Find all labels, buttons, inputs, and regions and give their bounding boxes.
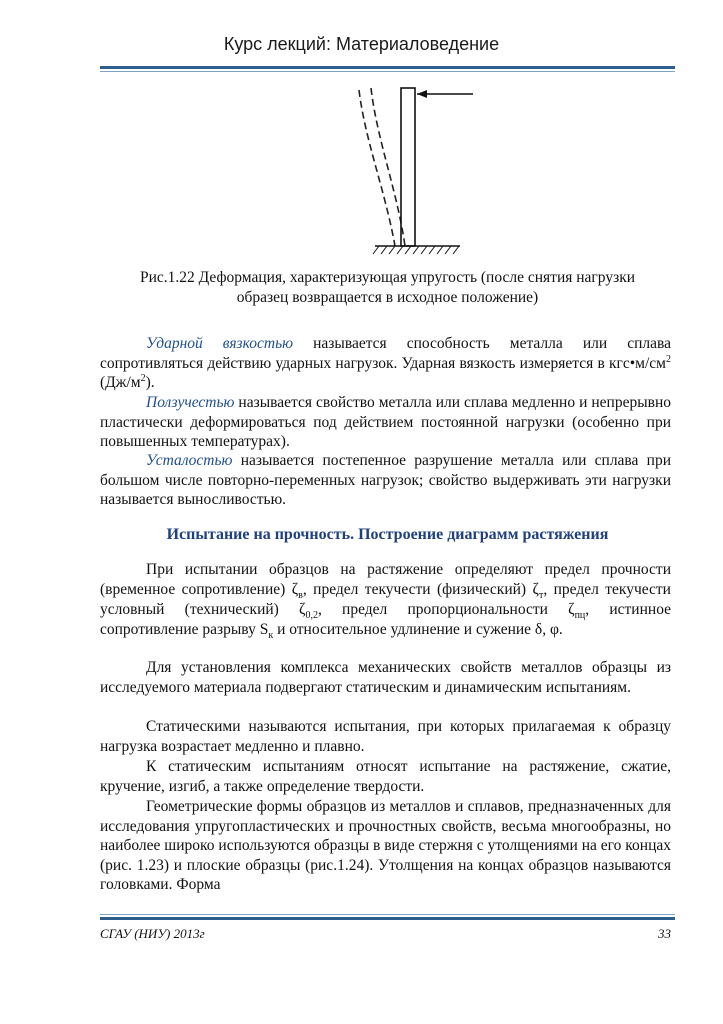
p1-text-1: При испытании образцов на растяжение определяют предел прочности (временное сопротивление) ζ (100, 561, 671, 598)
p1-sub-3: 0,2 (305, 610, 318, 622)
footer-org: СГАУ (НИУ) 2013г (100, 926, 205, 941)
impact-sup-2: 2 (140, 372, 146, 384)
p1-text-4: , предел пропорциональности ζ (317, 601, 575, 618)
creep-term: Ползучестью (146, 394, 235, 411)
impact-text-b: (Дж/м (100, 374, 141, 391)
section-paragraph-4: К статическим испытаниям относят испытание на растяжение, сжатие, кручение, изгиб, а также определение твердости. (100, 758, 671, 795)
footer-rule-thin (100, 914, 675, 915)
deformation-figure (355, 80, 475, 256)
impact-text-c: ). (145, 374, 155, 391)
fatigue-term: Усталостью (146, 452, 233, 469)
fatigue-text: называется постепенное разрушение металла или сплава при большом числе повторно-переменных нагрузок; свойство выдерживать эти нагрузки называется выносливостью. (100, 452, 671, 508)
figure-caption (100, 268, 675, 308)
p1-sub-4: пц (574, 610, 586, 622)
caption-line-1: Рис.1.22 Деформация, характеризующая упругость (после снятия нагрузки (139, 269, 636, 286)
p1-sub-1: в (298, 590, 303, 602)
p1-text-5: , истинное сопротивление разрыву S (100, 601, 672, 638)
section-paragraph-2: Для установления комплекса механических свойств металлов образцы из исследуемого материала подвергают статическим и динамическим испытаниям. (100, 659, 671, 696)
p1-text-6: и относительное удлинение и сужение δ, φ. (273, 621, 563, 638)
page-number: 33 (658, 926, 671, 941)
section-paragraph-3: Статическими называются испытания, при которых прилагаемая к образцу нагрузка возрастает медленно и плавно. (100, 718, 671, 755)
page-header-title: Курс лекций: Материаловедение (223, 34, 500, 54)
footer-rule (100, 917, 675, 920)
section-paragraph-5: Геометрические формы образцов из металлов и сплавов, предназначенных для исследования упругопластических и прочностных свойств, весьма многообразны, но наиболее широко используются образцы в виде стержня с утолщениями на его концах (рис. 1.23) и плоские образцы (рис.1.24). Утолщения на концах образцов называются головками. Форма (100, 798, 671, 893)
creep-text: называется свойство металла или сплава медленно и непрерывно пластически деформироваться под действием постоянной нагрузки (особенно при повышенных температурах). (100, 394, 671, 450)
section-paragraph-1 (100, 560, 671, 640)
fatigue-paragraph (100, 451, 671, 510)
impact-sup-1: 2 (666, 353, 671, 365)
creep-paragraph (100, 393, 671, 452)
p1-text-2: , предел текучести (физический) ζ (302, 581, 539, 598)
p1-text-3: , предел текучести условный (технический) ζ (100, 581, 671, 618)
caption-line-2: образец возвращается в исходное положение) (236, 289, 539, 306)
p1-sub-2: т (538, 590, 544, 602)
impact-text-a: называется способность металла или сплава сопротивляться действию ударных нагрузок. Ударная вязкость измеряется в кгс•м/см (100, 335, 671, 372)
p1-sub-5: к (268, 630, 274, 642)
header-rule (100, 66, 675, 69)
impact-term: Ударной вязкостью (146, 335, 294, 352)
impact-paragraph (100, 334, 671, 393)
section-heading: Испытание на прочность. Построение диаграмм растяжения (166, 526, 609, 543)
header-rule-thin (100, 71, 675, 72)
